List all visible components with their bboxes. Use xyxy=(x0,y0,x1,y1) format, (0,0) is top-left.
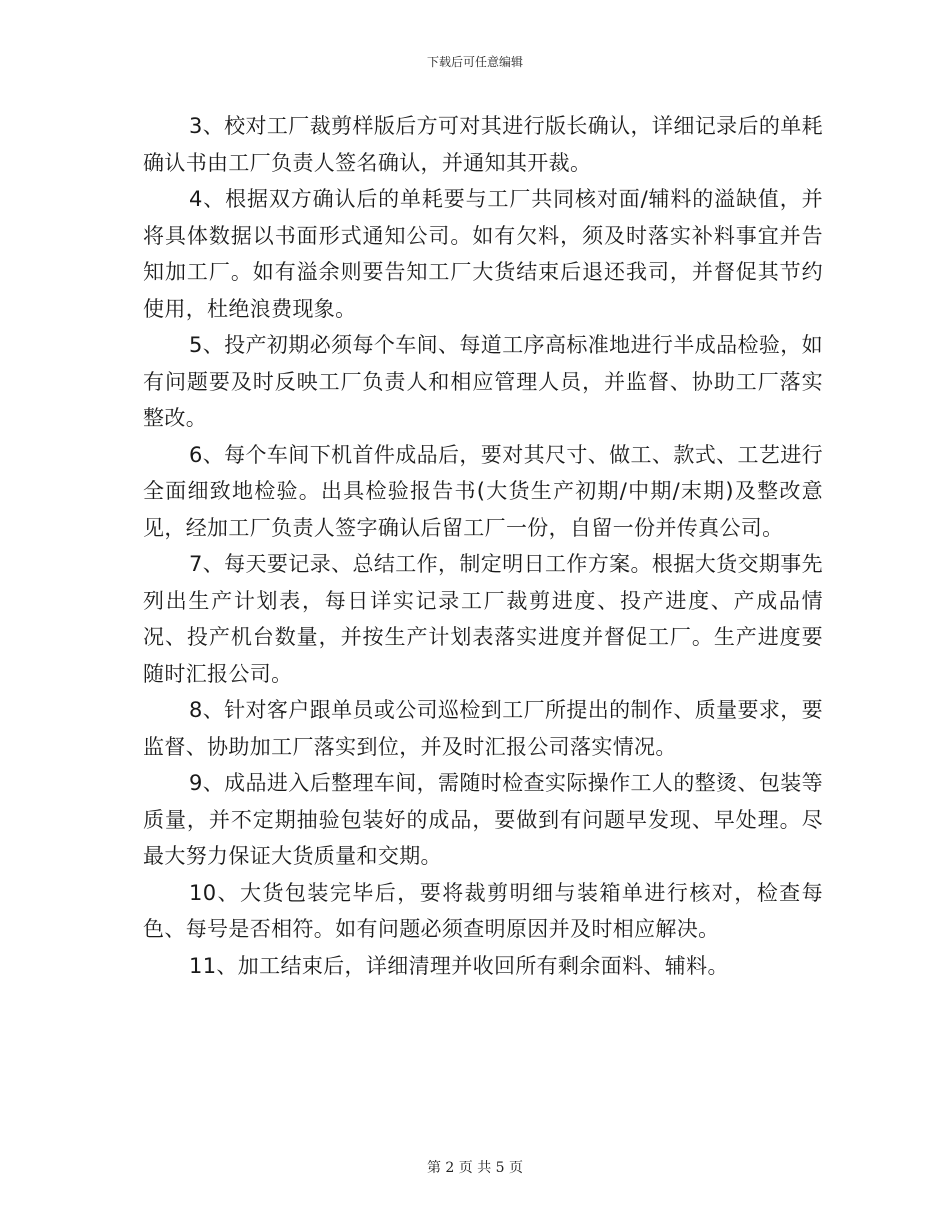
paragraph-item-3: 3、校对工厂裁剪样版后方可对其进行版长确认，详细记录后的单耗确认书由工厂负责人签名确认，并通知其开裁。 xyxy=(143,114,823,175)
paragraph-item-11: 11、加工结束后，详细清理并收回所有剩余面料、辅料。 xyxy=(189,953,729,978)
paragraph-item-7: 7、每天要记录、总结工作，制定明日工作方案。根据大货交期事先列出生产计划表，每日详实记录工厂裁剪进度、投产进度、产成品情况、投产机台数量，并按生产计划表落实进度并督促工厂。生产进度要随时汇报公司。 xyxy=(143,552,823,686)
paragraph-item-4: 4、根据双方确认后的单耗要与工厂共同核对面/辅料的溢缺值，并将具体数据以书面形式通知公司。如有欠料，须及时落实补料事宜并告知加工厂。如有溢余则要告知工厂大货结束后退还我司，并督促其节约使用，杜绝浪费现象。 xyxy=(143,187,823,321)
paragraph-item-10: 10、大货包装完毕后，要将裁剪明细与装箱单进行核对，检查每色、每号是否相符。如有问题必须查明原因并及时相应解决。 xyxy=(143,880,823,941)
page-number-footer: 第 2 页 共 5 页 xyxy=(426,1160,524,1176)
page-header: 下载后可任意编辑 xyxy=(426,55,523,69)
paragraph-item-6: 6、每个车间下机首件成品后，要对其尺寸、做工、款式、工艺进行全面细致地检验。出具检验报告书(大货生产初期/中期/末期)及整改意见，经加工厂负责人签字确认后留工厂一份，自留一份并传真公司。 xyxy=(143,442,823,540)
paragraph-item-8: 8、针对客户跟单员或公司巡检到工厂所提出的制作、质量要求，要监督、协助加工厂落实到位，并及时汇报公司落实情况。 xyxy=(143,698,823,759)
document-body xyxy=(143,108,823,984)
paragraph-item-9: 9、成品进入后整理车间，需随时检查实际操作工人的整烫、包装等质量，并不定期抽验包装好的成品，要做到有问题早发现、早处理。尽最大努力保证大货质量和交期。 xyxy=(143,771,823,868)
paragraph-item-5: 5、投产初期必须每个车间、每道工序高标准地进行半成品检验，如有问题要及时反映工厂负责人和相应管理人员，并监督、协助工厂落实整改。 xyxy=(143,333,823,430)
